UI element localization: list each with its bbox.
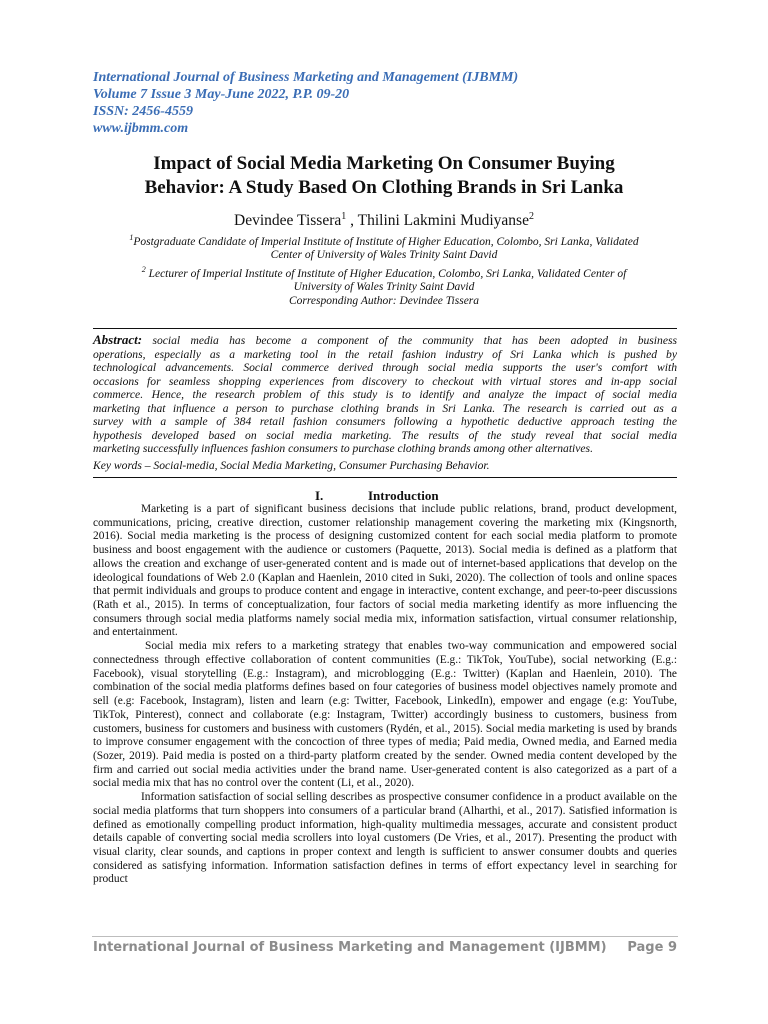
- affiliation-2-text: Lecturer of Imperial Institute of Institute of Higher Education, Colombo, Sri Lanka, Validated Center of: [145, 267, 627, 280]
- abstract-line: occasions for seamless shopping experiences from discovery to checkout with virtual stores and in-app social: [93, 374, 677, 388]
- author-1: Devindee Tissera: [234, 212, 342, 230]
- section-number: I.: [315, 488, 324, 503]
- affiliation-1-text: Postgraduate Candidate of Imperial Institute of Institute of Higher Education, Colombo, Sri Lanka, Validated: [133, 235, 639, 248]
- footer-divider: [92, 936, 678, 937]
- journal-issn: ISSN: 2456-4559: [93, 104, 193, 119]
- body-paragraph: Marketing is a part of significant business decisions that include public relations, brand, product development, communications, pricing, creative direction, customer relationship management covering the marketing mix (Kingsnorth, 2016). Social media marketing is the process of designing customized content for each social media platform to promote business and boost engagement with the audience or customers (Paquette, 2013). Social media is defined as a platform that allows the creation and exchange of user-generated content and is made out of internet-based applications that develop on the ideological foundations of Web 2.0 (Kaplan and Haenlein, 2010 cited in Suki, 2020). The collection of tools and online spaces that permit individuals and groups to produce content and engage in interactive, content exchange, and peer-to-peer discussions (Rath et al., 2015). In terms of conceptualization, four factors of social media marketing identify as more influencing the consumers through social media platforms namely social media mix, information satisfaction, virtual consumer relationship, and entertainment.: [93, 503, 677, 639]
- footer-journal-name: International Journal of Business Marketing and Management (IJBMM): [93, 940, 607, 955]
- affiliation-1-line-1: [94, 231, 674, 249]
- journal-header: [93, 69, 693, 137]
- author-list: [84, 207, 684, 231]
- author-1-affiliation-mark: 1: [341, 211, 347, 222]
- paper-title: [84, 152, 684, 200]
- author-separator: ,: [346, 212, 358, 230]
- affiliation-1-mark: 1: [129, 233, 134, 242]
- body-paragraph: Social media mix refers to a marketing strategy that enables two-way communication and empowered social connectedness through effective collaboration of content communities (E.g.: TikTok, YouTube), social networking (E.g.: Facebook), visual storytelling (E.g.: Instagram), and microblogging (E.g.: Twitter) (Kaplan and Haenlein, 2010). The combination of the social media platforms defines based on four categories of business model objectives namely promote and sell (e.g: Facebook, Instagram), listen and learn (e.g: Twitter, Facebook, LinkedIn), empower and engage (e.g: YouTube, TikTok, Pinterest), connect and collaborate (e.g: Instagram, Twitter) accordingly business to customers, business from customers, business for customers and business with customers (Rydén, et al., 2015). Social media marketing is used by brands to improve consumer engagement with the concoction of three types of media; Paid media, Owned media, and Earned media (Sozer, 2019). Paid media is posted on a third-party platform created by the sender. Owned media content developed by the firm and carried out social media activities under the brand name. User-generated content is also categorized as a part of a social media mix that has no control over the content (Li, et al., 2020).: [93, 640, 677, 790]
- affiliations: [94, 231, 674, 309]
- abstract-line: technological advancements. Social commerce derived through social media supports the user's comfort with: [93, 361, 677, 375]
- author-2-affiliation-mark: 2: [528, 211, 534, 222]
- abstract-text: social media has become a component of the community that has been adopted in business: [142, 334, 677, 347]
- abstract-line: survey with a sample of 384 retail fashion consumers following a hypothetic deductive approach testing the: [93, 415, 677, 429]
- abstract-line: marketing that influence a person to purchase clothing brands in Sri Lanka. The research is carried out as a: [93, 401, 677, 415]
- affiliation-2-line-1: [94, 263, 674, 281]
- body-paragraph: Information satisfaction of social selling describes as prospective consumer confidence in a product available on the social media platforms that turn shoppers into consumers of a particular brand (Alharthi, et al., 2017). Satisfied information is defined as emotionally compelling product information, high-quality multimedia messages, accurate and consistent product details capable of converting social media scrollers into loyal customers (De Vries, et al., 2017). Presenting the product with visual clarity, clear sounds, and captions in proper context and length is sufficient to answer consumer doubts and queries considered as satisfying information. Information satisfaction defines in terms of effort expectancy level in searching for product: [93, 791, 677, 886]
- journal-volume: Volume 7 Issue 3 May-June 2022, P.P. 09-20: [93, 87, 350, 102]
- body-text: [93, 503, 677, 887]
- affiliation-2-mark: 2: [141, 265, 146, 275]
- affiliation-1-line-2: Center of University of Wales Trinity Saint David: [270, 249, 498, 262]
- journal-name: International Journal of Business Marketing and Management (IJBMM): [93, 70, 519, 85]
- abstract-line: marketing successfully influences fashion consumers to purchase clothing brands among other alternatives.: [93, 442, 593, 456]
- page-footer: [93, 940, 677, 956]
- title-line-2: Behavior: A Study Based On Clothing Brands in Sri Lanka: [144, 177, 624, 198]
- abstract-line: hypothesis developed based on social media marketing. The results of the study reveal that social media: [93, 428, 677, 442]
- abstract-bottom-divider: [93, 477, 677, 478]
- journal-url: www.ijbmm.com: [93, 121, 189, 136]
- abstract-line: [93, 333, 677, 348]
- abstract: [93, 333, 677, 456]
- corresponding-author: Corresponding Author: Devindee Tissera: [288, 295, 480, 308]
- affiliation-2-line-2: University of Wales Trinity Saint David: [293, 281, 475, 294]
- section-title: Introduction: [368, 488, 439, 503]
- abstract-label: Abstract:: [93, 332, 143, 347]
- abstract-top-divider: [93, 328, 677, 329]
- keywords: Key words – Social-media, Social Media Marketing, Consumer Purchasing Behavior.: [93, 459, 490, 472]
- page-number: Page 9: [627, 940, 677, 955]
- author-2: Thilini Lakmini Mudiyanse: [357, 212, 529, 230]
- abstract-line: commerce. Hence, the research problem of this study is to identify and analyze the impact of social media: [93, 388, 677, 402]
- title-line-1: Impact of Social Media Marketing On Consumer Buying: [153, 153, 615, 174]
- abstract-line: operations, especially as a marketing tool in the retail fashion industry of Sri Lanka which is pushed by: [93, 347, 677, 361]
